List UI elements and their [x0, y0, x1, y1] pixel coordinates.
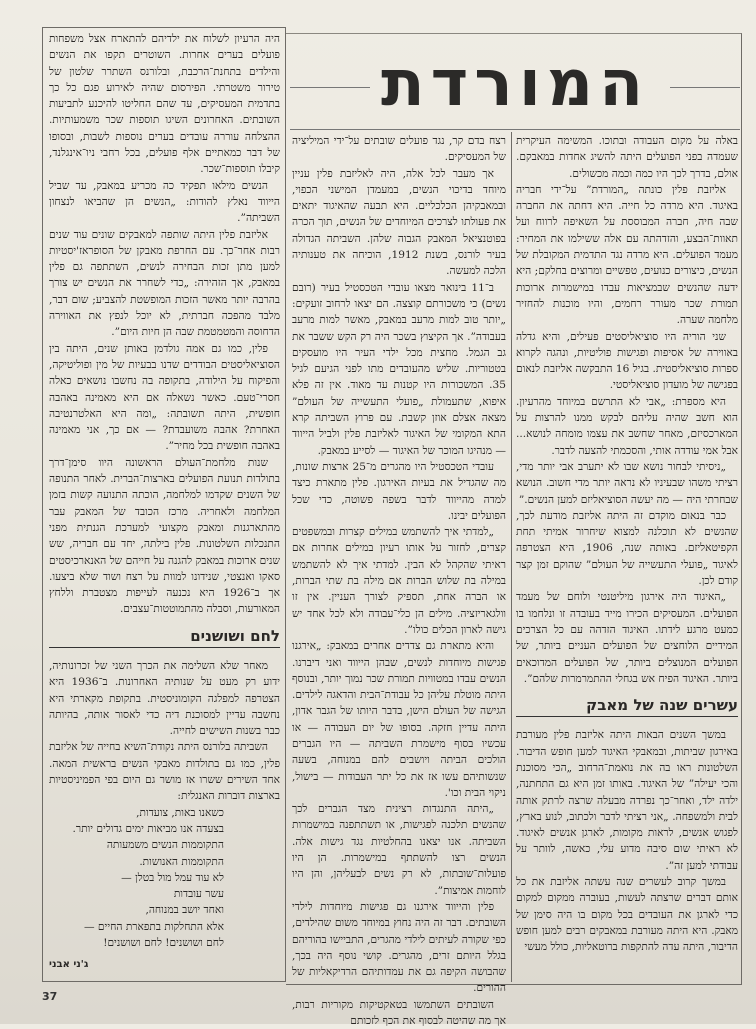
paragraph: היה הרעיון לשלוח את ילדיהם להתארח אצל משפחות פועלים בערים אחרות. השוטרים תקפו את הנשים והילדים בתחנת־הרכבת, ובלורנס השתרר שלטון של טירור משטרתי. הפירסום שהיה לאירוע פגם כל כך בתדמית המעסיקים, עד שהם החליטו להיכנע לתביעות השובתים. האחרונים השיגו תוספות שכר משמעותיות. ההצלחה עוררה עובדים בערים נוספות לשבות, ובסופו של דבר כמאתיים אלף פועלים, בכל רחבי ניו־אינגלנד, קיבלו תוספות־שכר.	[49, 33, 280, 176]
paragraph: שנות מלחמת־העולם הראשונה היוו סימן־דרך בתולדות תנועת הפועלים בארצות־הברית. לאחר התנופה של השנים שקדמו למלחמה, הוכתה התנועה קשות בזמן המלחמה ולאחריה. מרכז הכובד של המאבק עבר מהתארגנות ומאבק מקצועי למערכת הגנתית מפני התנכלות השלטונות. פלין בילתה, יחד עם חבריה, שש שנים ארוכות במאבק להגנה על חייהם של האנארכיסטים סאקו ואנצטי, שנידונו למוות על רצח ושוד שלא ביצעו. אך ב־1926 היא נכנעה לעייפות מצטברת וללחץ המאורעות, וסבלה מהתמוטטות־עצבים.	[49, 456, 281, 616]
paragraph: פלין, כמו גם אמה גולדמן באותן שנים, היתה בין הסוציאליסטים הבודדים שדנו בבעיות של מין ופוליטיקה, והפיקוח על הילודה, בתקופה בה נחשבו נושאים כאלה חסרי־טעם. כאשר נשאלה אם היא מאמינה באהבה חופשית, היתה תשובתה: „ומה היא האלטרנטיבה האחרת? אהבה משועבדת? — אם כך, אני מאמינה באהבה חופשית בכל מחיר”.	[49, 342, 280, 453]
title-rule-bottom	[290, 129, 740, 130]
article-header	[290, 44, 740, 124]
poem-line: התקוממות הנשים משמעותה	[106, 839, 224, 852]
title-rule-left	[290, 87, 370, 88]
title-rule-right	[670, 87, 740, 88]
paragraph: הנשים מילאו תפקיד כה מכריע במאבק, עד שביל הייווד נאלץ להודות: „הנשים הן שהביאו לנצחון השביתה”.	[49, 179, 280, 225]
paragraph: רצח בדם קר, נגד פועלים שובתים על־ידי המיליציה של המעסיקים.	[292, 135, 506, 164]
poem-line: לחם ושושנים! לחם ושושנים!	[103, 937, 224, 950]
column-divider	[511, 132, 512, 982]
paragraph: במשך השנים הבאות היתה אליזבת פלין מעורבת באירגון שביתות, ובמאבקי האיגוד למען חופש הדיבור. השלטונות ראו בה את נואמת־הרחוב „הכי מסוכנת והכי יעילה” של האיגוד. באותו זמן היא גם התחתנה, ילדה ילד, ואחר־כך נפרדה מבעלה שרצה לרתק אותה לבית ולמשפחה. „אני רציתי לדבר ולכתוב, לנוע בארץ, לפגוש אנשים, לראות מקומות, לארגן אנשים לאיגוד. לא ראיתי שום סיבה מדוע עלי, כאשה, לוותר על עבודתי למען זה”.	[516, 729, 738, 872]
poem-line: עשר עובדות	[173, 888, 224, 901]
paragraph: עובדי הטכסטיל היו מהגרים מ־25 ארצות שונות, מה שהגדיל את בעיות האירגון. פלין מתארת כיצד למדה מהייווד לדבר בשפה פשוטה, כדי שכל הפועלים יבינו.	[292, 460, 506, 522]
paragraph: והיא מתארת גם צדדים אחרים במאבק: „אירגנו פגישות מיוחדות לנשים, שבהן הייווד ואני דיברנו. הנשים עבדו במטוויות תמורת שכר נמוך יותר, ובנוסף היתה מוטלת עליהן כל עבודת־הבית והדאגה לילדים. הגישה של העולם הישן, בדבר היותו של הגבר אדון, היתה עדיין חזקה. בסופו של יום העבודה — או עכשיו בסוף מישמרת השביתה — היו הגברים הולכים הביתה ויושבים להם במנוחה, בשעה שנשותיהם עשו אז את כל יתר העבודות — בישול, ניקוי הבית וכו'.	[292, 640, 506, 799]
poem	[49, 805, 280, 952]
paragraph: אליזבת פלין היתה שותפה למאבקים שונים עוד שנים רבות אחר־כך. עם החרפת מאבקן של הסופראז'יסטיות למען מתן זכות הבחירה לנשים, השתתפה גם פלין במאבק, אך הזהירה: „כדי לשחרר את הנשים יש צורך בהרבה יותר מאשר הזכות המופשטת להצביע; שום דבר, מלבד מהפכה חברתית, לא יוכל לנפץ את האווירה הדחוסה והמטמטמת שבה הן חיות היום”.	[49, 228, 280, 339]
paragraph: היא מספרת: „אבי לא התרשם במיוחד מהרעיון. הוא חשב שהיה עליהם לבקש ממנו להרצות על המארכסיזם, מאחר שחשב את עצמו מומחה לנושא... אבל אמי עודדה אותי, והסכמתי להצעה לדבר.	[516, 395, 738, 457]
paragraph: „היתה התנגדות רצינית מצד הגברים לכך שהנשים תלכנה לפגישות, או תשתתפנה במישמרות השביתה. אנו יצאנו בהחלטיות נגד גישות אלה. הנשים רצו להשתתף במישמרות. הן היו פועלות־שובתות, לא רק נשים לבעליהן, והן היו לוחמות אמיצות”.	[292, 803, 506, 897]
subheading: לחם ושושנים	[49, 624, 280, 648]
article-title: המורדת	[380, 47, 650, 121]
poem-line: התקוממות האנושות.	[139, 855, 224, 868]
middle-column	[292, 133, 506, 1029]
paragraph: פלין והייווד אירגנו גם פגישות מיוחדות לילדי השובתים. דבר זה היה נחוץ במיוחד משום שהילדים, כפי שקורה לעיתים לילדי מהגרים, התביישו בהוריהם בגלל היותם זרים, מהגרים. קושי נוסף היה בכך, שהבושה הקיפה גם את עמדותיהם הרדיקאליות של ההורים.	[292, 900, 506, 995]
poem-line: כשאנו באות, צועדות,	[136, 806, 224, 819]
paragraph: „למדתי איך להשתמש במילים קצרות ובמשפטים קצרים, לחזור על אותו רעיון במילים אחרות אם ראיתי שהקהל לא הבין. למדתי איך לא להשתמש במילה בת שלוש הברות אם מילה בת שתי הברות, או הברה אחת, תספיק לצורך העניין. אין זו וולגאריזציה. מילים הן כלי־עבודה ולא לכל אחד יש גישה לארון הכלים כולו”.	[292, 526, 506, 636]
paragraph: ב־11 בינואר מצאו עובדי הטכסטיל בעיר (רובם נשים) כי משכורתם קוצצה. הם יצאו לרחוב זועקים: „יותר טוב למות מרעב במאבק, מאשר למות מרעב בעבודה”. אך הקיצוץ בשכר היה רק הקש ששבר את גב הגמל. מחצית מכל ילדי העיר היו מועסקים בטטוריות. שליש מהעובדים מתו לפני הגיעם לגיל 35. המשכורות היו קטנות עד מאוד. אין זה פלא איפוא, שתעמולת „פועלי התעשייה של העולם” מצאה אצלם אוזן קשבת. עם פרוץ השביתה קרא התא המקומי של האיגוד לאליזבת פלין ולביל הייווד — מנהיגו המוכר של האיגוד — לסייע במאבק.	[292, 281, 506, 457]
paragraph: אך מעבר לכל אלה, היה לאליזבת פלין עניין מיוחד בדיכוי הנשים, במעמדן המישני הכפוי, ובמאבקיהן הכלכליים. היא תבעה שהאיגוד יתאים את פעולתו לצרכים המיוחדים של הנשים, תוך הכרה בפוטנציאל המאבק הגבוה שלהן. השביתה הגדולה בעיר לורנס, בשנת 1912, הוכיחה את טענותיה הלכה למעשה.	[292, 167, 507, 278]
page-number: 37	[42, 990, 58, 1003]
poem-line: בצעדה אנו מביאות ימים גדולים יותר.	[72, 822, 224, 835]
paragraph: אליזבת פלין כונתה „המורדת” על־ידי חבריה באיגוד. היא מרדה כל חייה. היא דחתה את החברה שבה חיה, חברה המבוססת על השאיפה לרווח ועל תאוות־הבצע, והזדהתה עם אלה ששילמו את המחיר: מעמד הפועלים. היא מרדה נגד התדמית המקובלת של הנשים, כיצורים כנועים, טפשיים ומרוצים בחלקם; היא ידעה שהנשים שבמציאות עבדו במישמרות ארוכות תמורת שכר מעורר רחמים, והיו מוכנות להחזיר מלחמה שערה.	[516, 183, 738, 327]
paragraph: שני הוריה היו סוציאליסטים פעילים, והיא גדלה באווירה של אסיפות ופגישות פוליטיות, ונהגה לקרוא ספרות סוציאליסטית. בגיל 16 התבקשה אליזבת לנאום בפגישה של מועדון סוציאליסטי.	[516, 330, 738, 392]
paragraph: כבר בנאום מוקדם זה היתה אליזבת מודעת לכך, שהנשים לא תוכלנה למצוא שיחרור אמיתי תחת הקפיטאליזם. באותה שנה, 1906, היא הצטרפה לאיגוד „פועלי התעשייה של העולם” שהוקם זמן קצר קודם לכן.	[516, 509, 738, 588]
subheading: עשרים שנה של מאבק	[516, 693, 738, 717]
right-column	[516, 133, 738, 956]
poem-line: לא עוד עמל מול בטלן —	[121, 871, 224, 884]
paragraph: השביתה בלורנס היתה נקודת־השיא בחייה של אליזבת פלין, כמו גם בתולדות מאבקי הנשים בראשית המאה. אחד השירים ששרו אז מושר גם היום בפי הפמיניסטיות בארצות דוברות האנגלית:	[49, 741, 280, 803]
author-byline: ג'ני אבני	[49, 959, 89, 971]
paragraph: במשך קרוב לעשרים שנה עשתה אליזבת את כל אותם דברים שרצתה לעשות, בעוברה ממקום למקום כדי לארגן את העובדים בכל מקום בו היה סימן של מאבק. היא היתה מעורבת במאבקים רבים למען חופש הדיבור, היתה עדה להתקפות ברוטאליות, כולל מעשי	[516, 876, 738, 954]
left-column	[49, 31, 280, 974]
paragraph: „ניסיתי לבחור נושא שבו לא יתערב אבי יותר מדי, רציתי משהו שבעיניו לא נראה יותר מדי חשוב. הנושא שבחרתי היה — מה יעשה הסוציאליזם למען הנשים.”	[516, 460, 738, 506]
paragraph: מאחר שלא השלימה את הכרך השני של זכרונותיה, ידוע רק מעט על שנותיה האחרונות. ב־1936 היא הצטרפה למפלגה הקומוניסטית. בתקופת מקארתי היא נחשבה עדיין למסוכנת דיה כדי לאסור אותה, בהיותה כבר בשנות השישים לחייה.	[49, 659, 280, 738]
paragraph: באלה על מקום העבודה ובתוכו. המשימה העיקרית שעמדה בפני הפועלים היתה להשיג אחדות במאבקם. אולם, בדרך לכך היו כמה וכמה מכשולים.	[516, 135, 738, 180]
paragraph: השובתים השתמשו בטאקטיקות מקוריות רבות, אך מה שהיטה לבסוף את הכף לזכותם	[292, 998, 506, 1028]
poem-line: ואחד יושב במנוחה,	[145, 904, 224, 917]
poem-line: אלא התחלקות בתפארת החיים —	[83, 920, 224, 933]
paragraph: „האיגוד היה אירגון מיליטנטי ולוחם של מעמד הפועלים. המעסיקים הכירו מייד בעובדה זו ונלחמו בו כמעט מרגע לידתו. האיגוד הזדהה עם כל הצרכים המידיים הלוחצים של הפועלים העניים ביותר, של הפועלים המנוצלים ביותר, של הפועלים המדוכאים ביותר. האיגוד הפיח אש בגחלי ההתמרמרות שלהם”.	[516, 591, 738, 685]
